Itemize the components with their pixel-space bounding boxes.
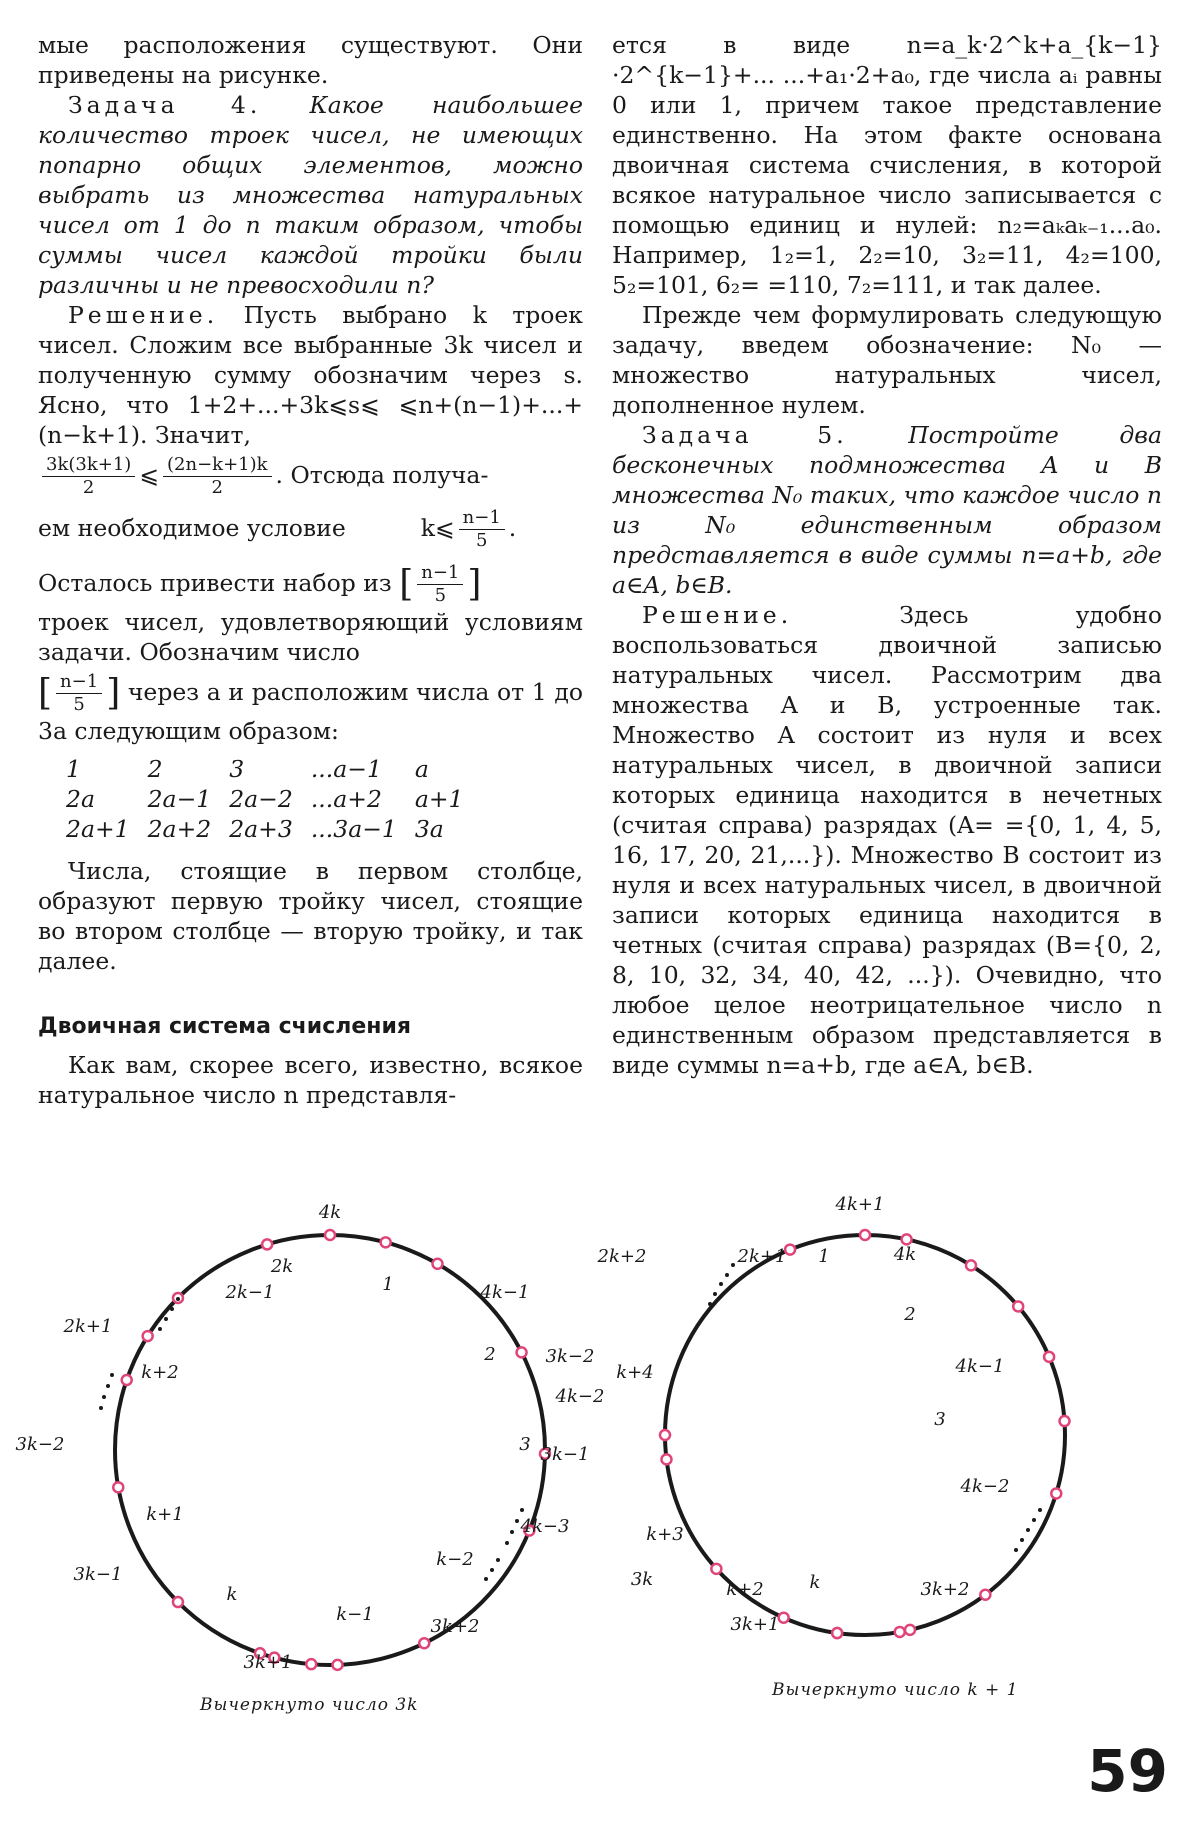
left-diagram-label: 3k−1 <box>73 1564 123 1585</box>
left-diagram-label: 4k−1 <box>480 1282 530 1303</box>
denote-tail: через a и расположим числа от 1 до 3a следующим образом: <box>38 678 583 745</box>
right-diagram-label: k+4 <box>616 1362 654 1383</box>
table-row: 1 2 3 ...a−1 a <box>66 755 429 783</box>
task5-label: Задача 5. <box>642 421 848 449</box>
left-diagram-label: 3 <box>519 1434 531 1455</box>
left-diagram-marker <box>381 1237 391 1247</box>
right-figure-caption: Вычеркнуто число k + 1 <box>772 1680 1019 1700</box>
ineq-rhs-fraction: $\frac{(2n-k+1)k}{2}$ <box>163 454 272 499</box>
left-diagram-label: 1 <box>382 1274 394 1295</box>
left-column <box>38 30 583 1110</box>
right-diagram-label: 4k <box>893 1244 917 1265</box>
left-diagram-label: k+2 <box>141 1362 179 1383</box>
right-diagram-marker <box>785 1245 795 1255</box>
left-diagram-marker <box>262 1239 272 1249</box>
right-diagram-label: k+2 <box>726 1579 764 1600</box>
left-diagram-label: 2 <box>484 1344 496 1365</box>
left-circle-diagram <box>0 1180 605 1740</box>
condition-fraction: $\frac{n-1}{5}$ <box>459 507 505 552</box>
right-diagram-marker <box>832 1628 842 1638</box>
left-diagram-label: k+1 <box>146 1504 184 1525</box>
right-diagram-marker <box>860 1230 870 1240</box>
left-diagram-marker <box>113 1482 123 1492</box>
task4-text: Какое наибольшее количество троек чисел, не имеющих попарно общих элементов, можно выбрать из множества натуральных чисел от 1 до n таким образом, чтобы суммы чисел каждой тройки были различны и не превосходили n? <box>38 91 583 299</box>
table-row: 2a 2a−1 2a−2 ...a+2 a+1 <box>66 785 464 813</box>
condition-text: ем необходимое условие <box>38 514 346 542</box>
right-diagram-marker <box>895 1627 905 1637</box>
task4-paragraph <box>38 90 583 300</box>
right-diagram-label: 4k+1 <box>835 1194 885 1215</box>
page-number: 59 <box>1087 1737 1168 1805</box>
right-diagram-label: 2k+1 <box>737 1246 787 1267</box>
right-diagram-label: 3k+1 <box>730 1614 780 1635</box>
left-diagram-label: 2k <box>270 1256 294 1277</box>
remain-text: Осталось привести набор из <box>38 569 392 597</box>
right-labels <box>541 1194 1010 1635</box>
ineq-lhs-fraction: $\frac{3k(3k+1)}{2}$ <box>42 454 135 499</box>
left-diagram-label: 3k−2 <box>15 1434 65 1455</box>
left-diagram-marker <box>122 1375 132 1385</box>
right-diagram-label: 1 <box>818 1246 830 1267</box>
section-heading: Двоичная система счисления <box>38 1014 412 1039</box>
right-diagram-marker <box>1044 1352 1054 1362</box>
table-row: 2a+1 2a+2 2a+3 ...3a−1 3a <box>66 815 444 843</box>
left-diagram-label: 3k+1 <box>243 1652 293 1673</box>
right-diagram-label: 4k−1 <box>955 1356 1005 1377</box>
right-diagram-label: k <box>809 1572 821 1593</box>
left-diagram-label: k <box>226 1584 238 1605</box>
ineq-tail: . Отсюда получа- <box>275 461 489 489</box>
solution4-paragraph <box>38 300 583 450</box>
right-diagram-marker <box>1013 1301 1023 1311</box>
remain-line: Осталось привести набор из [ $\frac{n-1}{5}$ ] <box>38 562 482 606</box>
inequality-line: $\frac{3k(3k+1)}{2}$ ⩽ $\frac{(2n-k+1)k}{2}$ . Отсюда получа- <box>38 454 583 499</box>
denote-line: [ $\frac{n-1}{5}$ ] через a и расположим числа от 1 до 3a следующим образом: <box>38 671 583 745</box>
condition-line: ем необходимое условие k⩽ $\frac{n-1}{5}$ . <box>38 507 517 551</box>
binary-intro-paragraph: Как вам, скорее всего, известно, всякое натуральное число n представля- <box>38 1051 583 1109</box>
after-table-paragraph: Числа, стоящие в первом столбце, образуют первую тройку чисел, стоящие во втором столбце — вторую тройку, и так далее. <box>38 857 583 975</box>
condition-k: k⩽ <box>420 514 455 542</box>
right-diagram-marker <box>905 1625 915 1635</box>
left-diagram-marker <box>333 1660 343 1670</box>
right-diagram-marker <box>661 1454 671 1464</box>
left-diagram-label: k−1 <box>336 1604 374 1625</box>
left-diagram-marker <box>517 1347 527 1357</box>
right-diagram-label: 3k+2 <box>920 1579 970 1600</box>
task4-label: Задача 4. <box>68 91 262 119</box>
left-diagram-marker <box>306 1659 316 1669</box>
left-dots <box>99 1297 524 1581</box>
right-diagram-label: 4k−2 <box>960 1476 1010 1497</box>
right-diagram-marker <box>779 1613 789 1623</box>
right-diagram-marker <box>966 1260 976 1270</box>
right-diagram-label: 3 <box>934 1409 946 1430</box>
remain-fraction: $\frac{n-1}{5}$ <box>417 562 463 607</box>
right-diagram-marker <box>980 1590 990 1600</box>
left-diagram-label: 4k−2 <box>555 1386 605 1407</box>
solution4-label: Решение. <box>68 301 219 329</box>
right-diagram-marker <box>711 1564 721 1574</box>
right-diagram-marker <box>902 1234 912 1244</box>
representation-paragraph: ется в виде n=a_k·2^k+a_{k−1}·2^{k−1}+... ...+a₁·2+a₀, где числа aᵢ равны 0 или 1, причем такое представление единственно. На этом факте основана двоичная система счисления, в которой всякое натуральное число записывается с помощью единиц и нулей: n₂=aₖaₖ₋₁...a₀. Например, 1₂=1, 2₂=10, 3₂=11, 4₂=100, 5₂=101, 6₂= =110, 7₂=111, и так далее. <box>612 31 1162 299</box>
left-diagram-label: 2k−1 <box>225 1282 275 1303</box>
solution4-text: Пусть выбрано k троек чисел. Сложим все выбранные 3k чисел и полученную сумму обозначим через s. Ясно, что 1+2+...+3k⩽s⩽ ⩽n+(n−1)+...+(n−k+1). Значит, <box>38 301 583 449</box>
right-diagram-marker <box>1051 1488 1061 1498</box>
right-diagram-label: k+3 <box>646 1524 684 1545</box>
right-dots <box>708 1263 1042 1552</box>
denote-fraction: $\frac{n-1}{5}$ <box>56 671 102 716</box>
right-diagram-label: 2k+2 <box>597 1246 647 1267</box>
solution5-paragraph <box>612 600 1162 1080</box>
intro-paragraph: мые расположения существуют. Они приведены на рисунке. <box>38 31 583 89</box>
right-diagram-label: 3k <box>630 1569 654 1590</box>
left-figure-caption: Вычеркнуто число 3k <box>200 1695 419 1715</box>
left-diagram-label: 4k <box>318 1202 342 1223</box>
solution5-label: Решение. <box>642 601 793 629</box>
right-diagram-label: 3k−2 <box>545 1346 595 1367</box>
solution5-text: Здесь удобно воспользоваться двоичной записью натуральных чисел. Рассмотрим два множества A и B, устроенные так. Множество A состоит из нуля и всех натуральных чисел, в двоичной записи которых единица находится в нечетных (считая справа) разрядах (A= ={0, 1, 4, 5, 16, 17, 20, 21,...}). Множество B состоит из нуля и всех натуральных чисел, в двоичной записи которых единица находится в четных (считая справа) разрядах (B={0, 2, 8, 10, 32, 34, 40, 42, ...}). Очевидно, что любое целое неотрицательное число n единственным образом представляется в виде суммы n=a+b, где a∈A, b∈B. <box>612 601 1162 1079</box>
notation-paragraph: Прежде чем формулировать следующую задачу, введем обозначение: N₀ — множество натуральных чисел, дополненное нулем. <box>612 301 1162 419</box>
left-diagram-marker <box>143 1331 153 1341</box>
left-diagram-label: k−2 <box>436 1549 474 1570</box>
triples-table <box>66 754 482 844</box>
task5-paragraph <box>612 420 1162 600</box>
left-diagram-label: 4k−3 <box>520 1516 570 1537</box>
right-diagram-marker <box>660 1430 670 1440</box>
left-diagram-marker <box>325 1230 335 1240</box>
left-diagram-marker <box>433 1259 443 1269</box>
remain-tail: троек чисел, удовлетворяющий условиям задачи. Обозначим число <box>38 608 583 666</box>
task5-text: Постройте два бесконечных подмножества A и B множества N₀ таких, что каждое число n из N₀ единственным образом представляется в виде суммы n=a+b, где a∈A, b∈B. <box>612 421 1162 599</box>
right-column <box>612 30 1162 1080</box>
left-diagram-marker <box>419 1638 429 1648</box>
left-diagram-label: 2k+1 <box>63 1316 113 1337</box>
left-labels <box>16 1202 605 1673</box>
right-diagram-label: 3k−1 <box>540 1444 590 1465</box>
right-diagram-marker <box>1060 1416 1070 1426</box>
right-diagram-label: 2 <box>904 1304 916 1325</box>
left-diagram-label: 3k+2 <box>430 1616 480 1637</box>
left-diagram-marker <box>173 1597 183 1607</box>
